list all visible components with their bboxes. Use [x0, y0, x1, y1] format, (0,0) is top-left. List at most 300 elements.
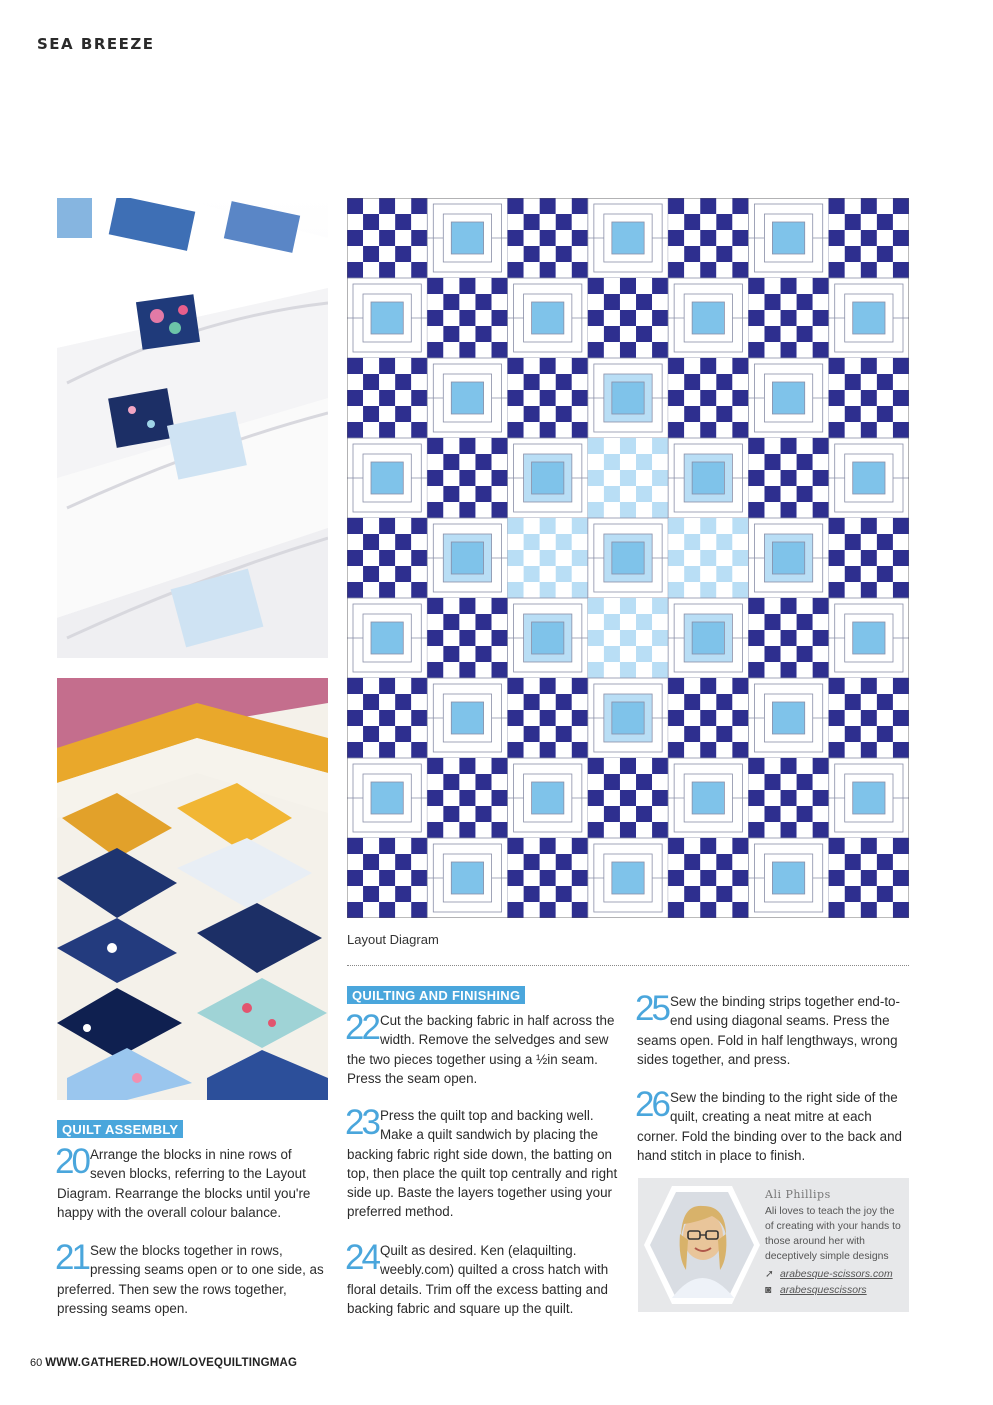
- quilt-checker-square: [395, 694, 411, 710]
- quilt-checker-square: [379, 262, 395, 278]
- quilt-checker-square: [572, 246, 588, 262]
- quilt-checker-square: [668, 838, 684, 854]
- step-text: Quilt as desired. Ken (elaquilting. weebly.com) quilted a cross hatch with floral details. Trim off the excess batting and backing fabric and square up the quilt.: [347, 1243, 609, 1316]
- quilt-checker-square: [524, 534, 540, 550]
- quilt-checker-square: [572, 358, 588, 374]
- quilt-checker-square: [379, 518, 395, 534]
- quilt-checker-square: [845, 582, 861, 598]
- quilt-checker-square: [395, 902, 411, 918]
- quilt-checker-square: [572, 742, 588, 758]
- footer-url[interactable]: WWW.GATHERED.HOW/LOVEQUILTINGMAG: [45, 1357, 298, 1369]
- step-text: Sew the binding to the right side of the quilt, creating a neat mitre at each corner. Fold the binding over to the back and hand stitch in place to finish.: [637, 1090, 903, 1163]
- quilt-checker-square: [732, 390, 748, 406]
- quilt-checker-square: [668, 694, 684, 710]
- quilt-checker-square: [443, 774, 459, 790]
- quilt-checker-square: [363, 358, 379, 374]
- quilt-checker-square: [379, 550, 395, 566]
- quilt-checker-square: [893, 886, 909, 902]
- quilt-checker-square: [508, 230, 524, 246]
- quilt-checker-square: [813, 630, 829, 646]
- quilt-checker-square: [524, 262, 540, 278]
- quilt-checker-square: [620, 454, 636, 470]
- quilt-checker-square: [829, 710, 845, 726]
- quilt-checker-square: [813, 294, 829, 310]
- quilt-checker-square: [508, 374, 524, 390]
- quilt-checker-square: [395, 886, 411, 902]
- quilt-checker-square: [764, 822, 780, 838]
- quilt-checker-square: [732, 230, 748, 246]
- quilt-checker-square: [524, 422, 540, 438]
- quilt-frame-center: [371, 622, 403, 654]
- quilt-checker-square: [716, 582, 732, 598]
- quilt-checker-square: [572, 230, 588, 246]
- quilt-checker-square: [572, 566, 588, 582]
- quilt-checker-square: [347, 534, 363, 550]
- quilt-checker-square: [572, 838, 588, 854]
- quilt-checker-square: [556, 198, 572, 214]
- quilt-checker-square: [716, 694, 732, 710]
- quilt-checker-square: [379, 710, 395, 726]
- quilt-checker-square: [572, 406, 588, 422]
- quilt-checker-square: [845, 262, 861, 278]
- quilt-checker-square: [524, 678, 540, 694]
- quilt-layout-svg: [347, 198, 909, 918]
- quilt-checker-square: [427, 598, 443, 614]
- quilt-checker-square: [829, 582, 845, 598]
- quilt-checker-square: [508, 870, 524, 886]
- quilt-checker-square: [459, 790, 475, 806]
- quilt-checker-square: [395, 710, 411, 726]
- quilt-checker-square: [813, 278, 829, 294]
- quilt-checker-square: [877, 374, 893, 390]
- quilt-checker-square: [861, 246, 877, 262]
- quilt-checker-square: [684, 198, 700, 214]
- website-link[interactable]: [765, 1268, 893, 1280]
- quilt-checker-square: [636, 614, 652, 630]
- quilt-checker-square: [411, 534, 427, 550]
- quilt-checker-square: [684, 838, 700, 854]
- quilt-checker-square: [620, 662, 636, 678]
- quilt-checker-square: [652, 342, 668, 358]
- quilt-checker-square: [363, 854, 379, 870]
- quilt-checker-square: [459, 502, 475, 518]
- quilt-checker-square: [781, 790, 797, 806]
- quilt-checker-square: [572, 534, 588, 550]
- quilt-frame-center: [371, 462, 403, 494]
- quilt-checker-square: [508, 838, 524, 854]
- quilt-checker-square: [861, 902, 877, 918]
- quilt-checker-square: [379, 214, 395, 230]
- quilt-checker-square: [716, 566, 732, 582]
- quilt-checker-square: [684, 694, 700, 710]
- quilt-checker-square: [716, 886, 732, 902]
- quilt-checker-square: [813, 774, 829, 790]
- quilt-checker-square: [508, 678, 524, 694]
- quilt-checker-square: [893, 550, 909, 566]
- quilt-checker-square: [347, 390, 363, 406]
- quilt-frame-center: [692, 462, 724, 494]
- quilt-checker-square: [572, 214, 588, 230]
- quilt-checker-square: [893, 246, 909, 262]
- quilt-frame-center: [371, 782, 403, 814]
- quilt-checker-square: [748, 278, 764, 294]
- quilt-checker-square: [395, 390, 411, 406]
- quilt-checker-square: [508, 246, 524, 262]
- quilt-checker-square: [861, 566, 877, 582]
- quilt-checker-square: [781, 310, 797, 326]
- quilt-checker-square: [668, 262, 684, 278]
- quilt-checker-square: [475, 502, 491, 518]
- quilt-checker-square: [732, 742, 748, 758]
- quilt-checker-square: [636, 326, 652, 342]
- quilt-checker-square: [764, 342, 780, 358]
- step-number: 26: [635, 1085, 668, 1124]
- quilt-checker-square: [877, 886, 893, 902]
- quilt-checker-square: [395, 566, 411, 582]
- quilt-checker-square: [877, 518, 893, 534]
- step-text: Sew the blocks together in rows, pressing seams open or to one side, as preferred. Then sew the rows together, pressing seams open.: [57, 1243, 324, 1316]
- quilt-checker-square: [540, 550, 556, 566]
- quilt-checker-square: [845, 678, 861, 694]
- quilt-checker-square: [604, 278, 620, 294]
- quilt-checker-square: [572, 582, 588, 598]
- quilt-checker-square: [861, 230, 877, 246]
- quilt-checker-square: [861, 198, 877, 214]
- quilt-checker-square: [861, 726, 877, 742]
- quilt-checker-square: [748, 294, 764, 310]
- quilt-frame-center: [692, 622, 724, 654]
- step-number: 21: [55, 1238, 88, 1277]
- quilt-checker-square: [411, 406, 427, 422]
- quilt-checker-square: [524, 214, 540, 230]
- quilt-checker-square: [797, 662, 813, 678]
- quilt-checker-square: [877, 838, 893, 854]
- quilt-checker-square: [459, 278, 475, 294]
- quilt-checker-square: [427, 662, 443, 678]
- quilt-checker-square: [716, 374, 732, 390]
- quilt-checker-square: [829, 246, 845, 262]
- quilt-checker-square: [732, 582, 748, 598]
- quilt-checker-square: [684, 534, 700, 550]
- quilt-checker-square: [781, 326, 797, 342]
- quilt-checker-square: [588, 294, 604, 310]
- quilt-checker-square: [508, 550, 524, 566]
- quilt-checker-square: [684, 246, 700, 262]
- quilt-checker-square: [411, 726, 427, 742]
- quilt-frame-center: [772, 862, 804, 894]
- quilt-checker-square: [877, 246, 893, 262]
- quilt-checker-square: [781, 294, 797, 310]
- quilt-checker-square: [604, 774, 620, 790]
- quilt-checker-square: [700, 566, 716, 582]
- quilt-checker-square: [475, 342, 491, 358]
- quilt-checker-square: [475, 614, 491, 630]
- quilt-checker-square: [620, 598, 636, 614]
- quilt-checker-square: [813, 598, 829, 614]
- quilt-checker-square: [492, 806, 508, 822]
- quilt-checker-square: [443, 662, 459, 678]
- quilt-checker-square: [764, 310, 780, 326]
- quilt-checker-square: [845, 854, 861, 870]
- quilt-checker-square: [379, 582, 395, 598]
- quilt-checker-square: [363, 198, 379, 214]
- quilt-checker-square: [845, 406, 861, 422]
- quilt-checker-square: [813, 646, 829, 662]
- quilt-checker-square: [524, 742, 540, 758]
- quilt-checker-square: [700, 230, 716, 246]
- quilt-checker-square: [748, 630, 764, 646]
- quilt-checker-square: [700, 582, 716, 598]
- quilt-checker-square: [540, 678, 556, 694]
- quilt-checker-square: [363, 406, 379, 422]
- cursor-icon: ➚: [765, 1269, 774, 1280]
- quilt-checker-square: [684, 710, 700, 726]
- quilt-checker-square: [684, 742, 700, 758]
- quilt-checker-square: [411, 694, 427, 710]
- quilt-checker-square: [684, 854, 700, 870]
- quilt-checker-square: [636, 502, 652, 518]
- quilt-checker-square: [764, 326, 780, 342]
- quilt-frame-center: [532, 302, 564, 334]
- quilt-checker-square: [797, 822, 813, 838]
- step-text: Press the quilt top and backing well. Make a quilt sandwich by placing the backing fabric right side down, the batting on top, then place the quilt top centrally and right side up. Baste the layers together using your preferred method.: [347, 1108, 618, 1220]
- quilt-checker-square: [684, 214, 700, 230]
- quilt-checker-square: [540, 902, 556, 918]
- quilt-checker-square: [893, 694, 909, 710]
- quilt-folded-photo: [57, 198, 328, 658]
- quilt-frame-center: [612, 382, 644, 414]
- quilt-checker-square: [524, 854, 540, 870]
- instagram-link-text: arabesquescissors: [780, 1285, 867, 1296]
- quilt-checker-square: [411, 678, 427, 694]
- quilt-checker-square: [508, 566, 524, 582]
- step-number: 23: [345, 1103, 378, 1142]
- quilt-checker-square: [379, 534, 395, 550]
- quilt-checker-square: [475, 486, 491, 502]
- quilt-checker-square: [861, 678, 877, 694]
- quilt-checker-square: [893, 358, 909, 374]
- quilt-checker-square: [668, 422, 684, 438]
- step-number: 25: [635, 989, 668, 1028]
- quilt-checker-square: [748, 598, 764, 614]
- quilt-checker-square: [700, 838, 716, 854]
- quilt-checker-square: [604, 502, 620, 518]
- quilt-checker-square: [604, 806, 620, 822]
- quilt-checker-square: [427, 470, 443, 486]
- step-20: [55, 1142, 329, 1222]
- quilt-checker-square: [668, 374, 684, 390]
- designer-name: Ali Phillips: [765, 1188, 831, 1201]
- quilt-checker-square: [845, 246, 861, 262]
- quilt-checker-square: [556, 230, 572, 246]
- quilt-checker-square: [508, 198, 524, 214]
- quilt-checker-square: [764, 486, 780, 502]
- quilt-checker-square: [652, 438, 668, 454]
- quilt-checker-square: [475, 662, 491, 678]
- quilt-checker-square: [813, 486, 829, 502]
- quilt-checker-square: [668, 390, 684, 406]
- quilt-frame-center: [612, 862, 644, 894]
- quilt-checker-square: [572, 694, 588, 710]
- quilt-checker-square: [427, 822, 443, 838]
- instagram-link[interactable]: [765, 1285, 867, 1296]
- quilt-checker-square: [524, 246, 540, 262]
- quilt-checker-square: [347, 742, 363, 758]
- quilt-checker-square: [684, 262, 700, 278]
- quilt-checker-square: [877, 854, 893, 870]
- quilt-checker-square: [524, 358, 540, 374]
- quilt-checker-square: [572, 902, 588, 918]
- quilt-checker-square: [363, 838, 379, 854]
- quilt-checker-square: [347, 358, 363, 374]
- quilt-checker-square: [540, 374, 556, 390]
- quilt-checker-square: [379, 678, 395, 694]
- quilt-checker-square: [443, 630, 459, 646]
- quilt-checker-square: [732, 678, 748, 694]
- quilt-checker-square: [813, 822, 829, 838]
- quilt-checker-square: [877, 422, 893, 438]
- quilt-checker-square: [475, 278, 491, 294]
- quilt-checker-square: [732, 838, 748, 854]
- step-24: [345, 1238, 619, 1318]
- quilt-checker-square: [893, 838, 909, 854]
- quilt-checker-square: [363, 566, 379, 582]
- quilt-checker-square: [893, 902, 909, 918]
- quilt-checker-square: [732, 214, 748, 230]
- quilt-checker-square: [877, 566, 893, 582]
- quilt-checker-square: [748, 662, 764, 678]
- quilt-checker-square: [732, 518, 748, 534]
- quilt-frame-center: [853, 622, 885, 654]
- quilt-checker-square: [893, 406, 909, 422]
- quilt-checker-square: [684, 870, 700, 886]
- quilt-checker-square: [588, 486, 604, 502]
- quilt-checker-square: [459, 342, 475, 358]
- quilt-checker-square: [829, 406, 845, 422]
- quilt-checker-square: [781, 758, 797, 774]
- quilt-checker-square: [620, 806, 636, 822]
- quilt-checker-square: [347, 422, 363, 438]
- quilt-checker-square: [604, 790, 620, 806]
- quilt-checker-square: [700, 358, 716, 374]
- quilt-checker-square: [572, 726, 588, 742]
- quilt-checker-square: [829, 198, 845, 214]
- quilt-checker-square: [652, 630, 668, 646]
- quilt-checker-square: [556, 374, 572, 390]
- quilt-checker-square: [732, 566, 748, 582]
- quilt-checker-square: [652, 774, 668, 790]
- quilt-checker-square: [668, 406, 684, 422]
- quilt-checker-square: [652, 486, 668, 502]
- quilt-checker-square: [492, 342, 508, 358]
- quilt-checker-square: [347, 230, 363, 246]
- quilt-checker-square: [684, 518, 700, 534]
- quilt-checker-square: [395, 534, 411, 550]
- quilt-checker-square: [379, 902, 395, 918]
- quilt-checker-square: [572, 886, 588, 902]
- quilt-checker-square: [748, 326, 764, 342]
- quilt-checker-square: [524, 374, 540, 390]
- quilt-checker-square: [379, 390, 395, 406]
- quilt-checker-square: [861, 406, 877, 422]
- diagram-caption: Layout Diagram: [347, 932, 439, 947]
- quilt-checker-square: [508, 262, 524, 278]
- designer-photo: [642, 1178, 762, 1312]
- quilt-checker-square: [829, 230, 845, 246]
- quilt-checker-square: [797, 758, 813, 774]
- quilt-checker-square: [797, 630, 813, 646]
- quilt-checker-square: [877, 358, 893, 374]
- quilt-checker-square: [556, 678, 572, 694]
- quilt-checker-square: [556, 838, 572, 854]
- quilt-checker-square: [604, 454, 620, 470]
- quilt-checker-square: [668, 358, 684, 374]
- quilt-checker-square: [797, 502, 813, 518]
- quilt-checker-square: [732, 870, 748, 886]
- quilt-checker-square: [893, 726, 909, 742]
- quilt-checker-square: [684, 902, 700, 918]
- quilt-checker-square: [492, 326, 508, 342]
- quilt-checker-square: [411, 214, 427, 230]
- quilt-checker-square: [620, 438, 636, 454]
- quilt-checker-square: [797, 598, 813, 614]
- quilt-checker-square: [668, 870, 684, 886]
- quilt-checker-square: [764, 294, 780, 310]
- quilt-checker-square: [716, 678, 732, 694]
- quilt-checker-square: [427, 278, 443, 294]
- quilt-checker-square: [459, 598, 475, 614]
- quilt-checker-square: [636, 758, 652, 774]
- quilt-checker-square: [764, 454, 780, 470]
- quilt-checker-square: [524, 886, 540, 902]
- quilt-checker-square: [684, 358, 700, 374]
- quilt-checker-square: [508, 710, 524, 726]
- quilt-checker-square: [813, 502, 829, 518]
- quilt-checker-square: [524, 230, 540, 246]
- quilt-checker-square: [492, 646, 508, 662]
- quilt-checker-square: [764, 502, 780, 518]
- quilt-checker-square: [604, 326, 620, 342]
- quilt-checker-square: [379, 886, 395, 902]
- quilt-checker-square: [813, 438, 829, 454]
- quilt-checker-square: [781, 630, 797, 646]
- quilt-checker-square: [893, 262, 909, 278]
- quilt-checker-square: [556, 566, 572, 582]
- quilt-checker-square: [845, 214, 861, 230]
- quilt-checker-square: [716, 742, 732, 758]
- quilt-checker-square: [877, 390, 893, 406]
- quilt-checker-square: [620, 614, 636, 630]
- quilt-checker-square: [508, 358, 524, 374]
- quilt-checker-square: [877, 230, 893, 246]
- quilt-checker-square: [652, 614, 668, 630]
- quilt-checker-square: [363, 902, 379, 918]
- quilt-checker-square: [684, 886, 700, 902]
- quilt-checker-square: [716, 838, 732, 854]
- quilt-frame-center: [532, 622, 564, 654]
- quilt-frame-center: [532, 462, 564, 494]
- quilt-checker-square: [540, 710, 556, 726]
- quilt-checker-square: [781, 822, 797, 838]
- quilt-checker-square: [764, 758, 780, 774]
- quilt-checker-square: [877, 582, 893, 598]
- quilt-checker-square: [540, 358, 556, 374]
- quilt-checker-square: [459, 326, 475, 342]
- quilt-frame-center: [532, 782, 564, 814]
- quilt-checker-square: [781, 486, 797, 502]
- quilt-checker-square: [379, 374, 395, 390]
- quilt-frame-center: [853, 462, 885, 494]
